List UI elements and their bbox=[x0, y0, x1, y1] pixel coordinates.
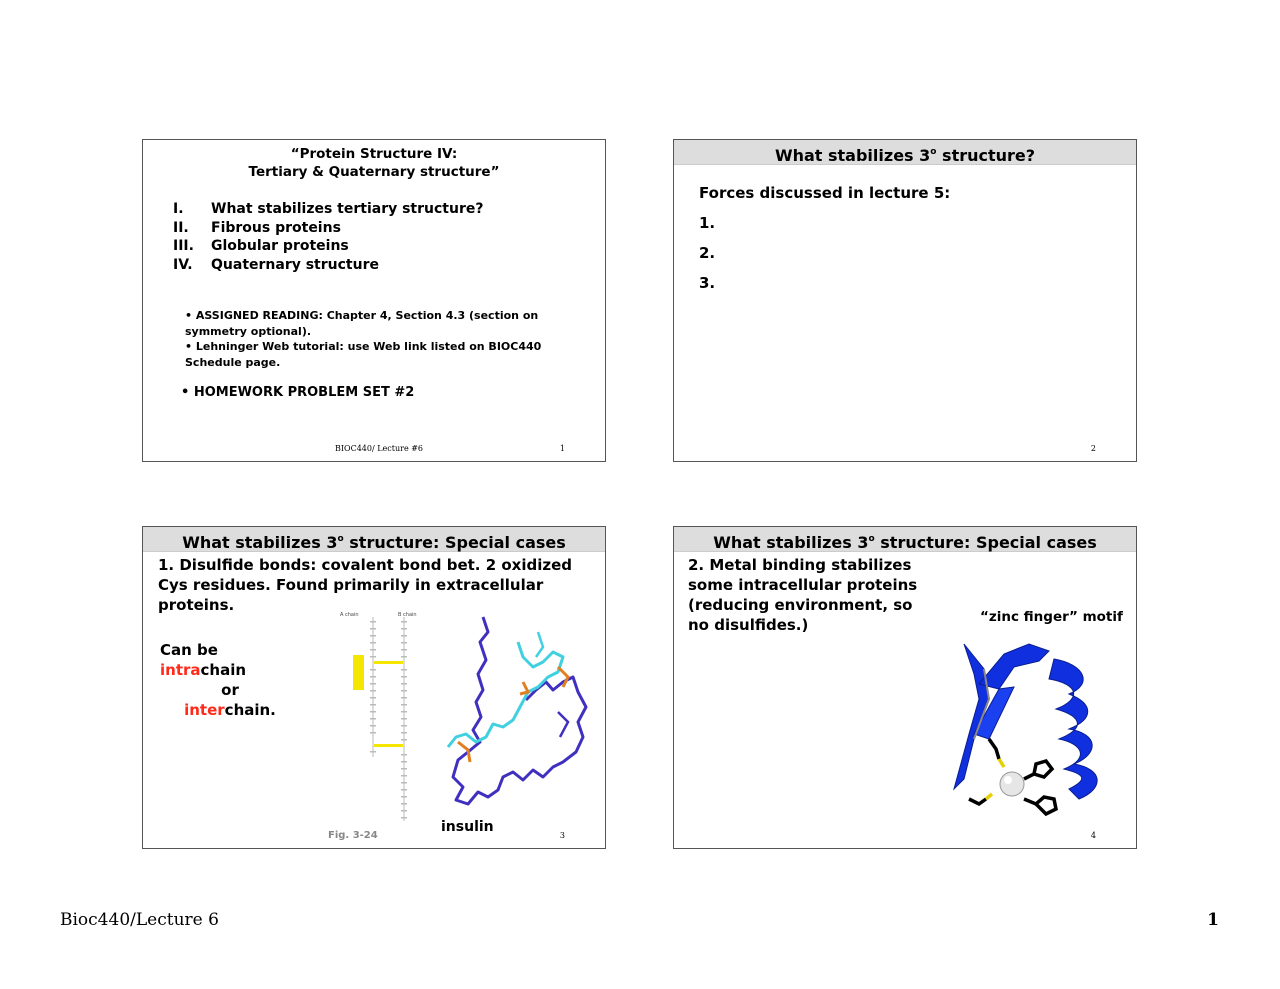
or-text: or bbox=[221, 681, 239, 699]
title-text: What stabilizes 3 bbox=[774, 146, 931, 165]
chain-text: chain bbox=[200, 661, 247, 679]
zinc-finger-label: “zinc finger” motif bbox=[980, 609, 1123, 625]
slide-number: 4 bbox=[1090, 831, 1096, 840]
slide-4-title bbox=[674, 527, 1136, 552]
insulin-sequence-diagram bbox=[338, 609, 428, 829]
outline-text: Fibrous proteins bbox=[211, 219, 341, 236]
interchain-bond-1 bbox=[374, 661, 403, 664]
assigned-reading bbox=[185, 308, 565, 370]
his-residue-2 bbox=[1024, 797, 1056, 814]
title-text-end: structure: Special cases bbox=[874, 533, 1097, 552]
outline-item bbox=[173, 219, 483, 238]
slide-1 bbox=[142, 139, 606, 462]
reading-line-2: • Lehninger Web tutorial: use Web link listed on BIOC440 Schedule page. bbox=[185, 340, 542, 369]
title-line-1: “Protein Structure IV: bbox=[290, 146, 458, 162]
cys-sulfur-1 bbox=[999, 759, 1004, 767]
outline-num: IV. bbox=[173, 256, 193, 273]
title-text: What stabilizes 3 bbox=[182, 533, 338, 552]
force-item: 2. bbox=[699, 244, 716, 262]
title-text: What stabilizes 3 bbox=[713, 533, 869, 552]
alpha-helix bbox=[1049, 659, 1097, 799]
forces-intro: Forces discussed in lecture 5: bbox=[699, 184, 951, 202]
his-residue-1 bbox=[1024, 761, 1052, 779]
a-chain-backbone bbox=[448, 642, 563, 747]
page-footer-title: Bioc440/Lecture 6 bbox=[60, 910, 219, 930]
outline-text: Quaternary structure bbox=[211, 256, 379, 273]
slide-2-title bbox=[674, 140, 1136, 165]
reading-line-1: • ASSIGNED READING: Chapter 4, Section 4.3 (section on symmetry optional). bbox=[185, 309, 539, 338]
chain-text-2: chain. bbox=[224, 701, 276, 719]
slide-2 bbox=[673, 139, 1137, 462]
title-text-end: structure: Special cases bbox=[343, 533, 566, 552]
b-chain-label: B chain bbox=[398, 612, 417, 618]
b-chain-side bbox=[558, 712, 568, 737]
force-item: 3. bbox=[699, 274, 716, 292]
cys-residue-1 bbox=[989, 739, 999, 759]
title-superscript: o bbox=[930, 147, 937, 157]
slide-number: 1 bbox=[559, 444, 565, 453]
title-line-2: Tertiary & Quaternary structure” bbox=[248, 164, 500, 180]
slide-number: 2 bbox=[1090, 444, 1096, 453]
beta-strand-2 bbox=[979, 644, 1049, 689]
title-superscript: o bbox=[337, 534, 344, 544]
outline-num: III. bbox=[173, 238, 194, 254]
slide-1-title bbox=[143, 145, 605, 181]
slide-3 bbox=[142, 526, 606, 849]
interchain-bond-2 bbox=[374, 744, 403, 747]
zinc-ion bbox=[1000, 772, 1024, 796]
slide-number: 3 bbox=[559, 831, 565, 840]
inter-text: inter bbox=[184, 701, 225, 719]
cys-sulfur-2 bbox=[986, 794, 992, 799]
metal-binding-description: 2. Metal binding stabilizes some intracellular proteins (reducing environment, so no disulfides.) bbox=[688, 556, 918, 634]
residue-ticks bbox=[370, 621, 407, 819]
disulfide-description: 1. Disulfide bonds: covalent bond bet. 2 oxidized Cys residues. Found primarily in extracellular proteins. bbox=[158, 556, 573, 614]
intra-inter-note bbox=[160, 640, 300, 720]
slide-3-title bbox=[143, 527, 605, 552]
slide-4 bbox=[673, 526, 1137, 849]
a-chain-label: A chain bbox=[340, 612, 359, 618]
outline-text: Globular proteins bbox=[211, 238, 349, 254]
disulfide-bond-1 bbox=[520, 682, 528, 694]
zinc-finger-structure bbox=[944, 639, 1124, 819]
insulin-label: insulin bbox=[441, 819, 494, 835]
forces-list bbox=[699, 178, 950, 298]
intra-text: intra bbox=[160, 661, 201, 679]
zinc-ion-highlight bbox=[1004, 776, 1012, 784]
slide-footer: BIOC440/ Lecture #6 bbox=[335, 444, 424, 453]
insulin-3d-structure bbox=[428, 612, 598, 822]
figure-label: Fig. 3-24 bbox=[328, 830, 378, 841]
outline-list bbox=[173, 200, 483, 274]
title-text-end: structure? bbox=[936, 146, 1036, 165]
can-be-text: Can be bbox=[160, 641, 218, 659]
cys-residue-2 bbox=[969, 799, 986, 804]
side-chains bbox=[536, 632, 543, 657]
outline-item bbox=[173, 200, 483, 219]
homework-note: • HOMEWORK PROBLEM SET #2 bbox=[181, 385, 415, 400]
title-superscript: o bbox=[868, 534, 875, 544]
outline-item bbox=[173, 256, 483, 275]
intrachain-highlight bbox=[353, 655, 364, 690]
outline-num: I. bbox=[173, 201, 184, 217]
page-number: 1 bbox=[1207, 910, 1219, 930]
outline-item bbox=[173, 237, 483, 256]
force-item: 1. bbox=[699, 214, 716, 232]
outline-text: What stabilizes tertiary structure? bbox=[211, 201, 484, 217]
outline-num: II. bbox=[173, 219, 189, 236]
